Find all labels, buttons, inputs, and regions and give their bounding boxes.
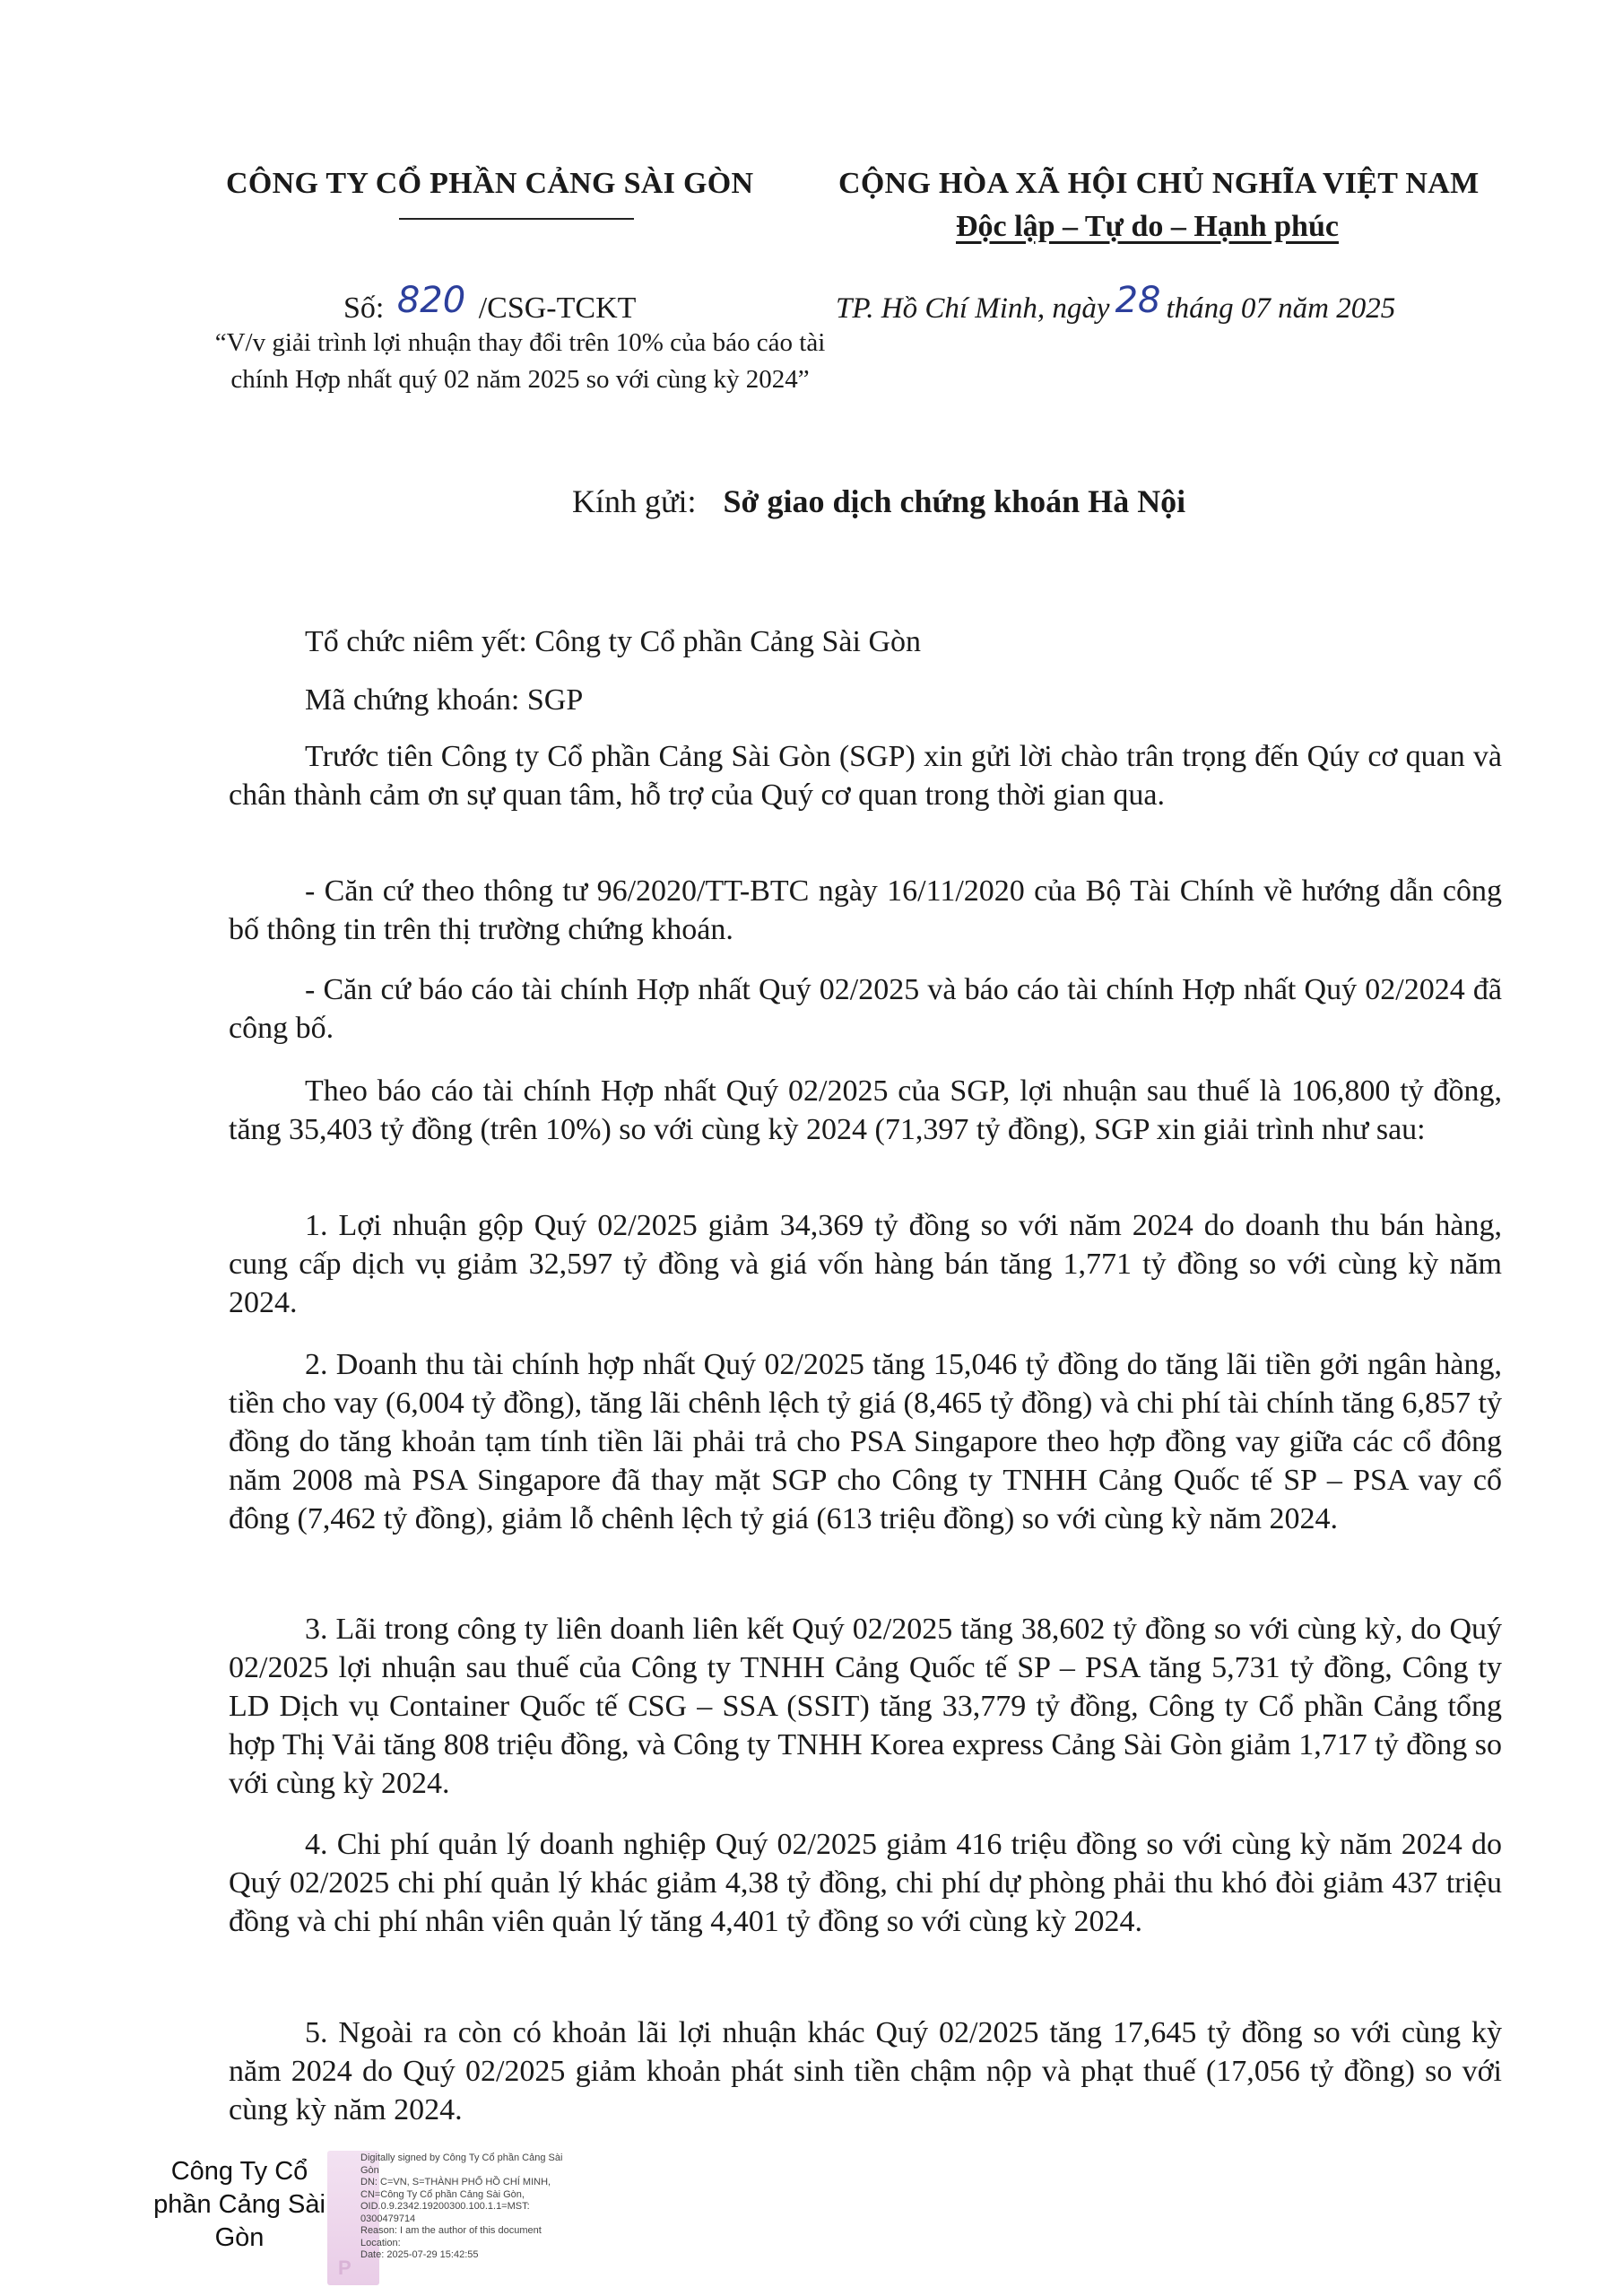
date-prefix: TP. Hồ Chí Minh, ngày xyxy=(836,292,1110,325)
company-name: CÔNG TY CỔ PHẦN CẢNG SÀI GÒN xyxy=(226,167,754,200)
signer-name-line: phần Cảng Sài xyxy=(153,2190,325,2219)
item-1-paragraph: 1. Lợi nhuận gộp Quý 02/2025 giảm 34,369 tỷ đồng so với năm 2024 do doanh thu bán hàng, cung cấp dịch vụ giảm 32,597 tỷ đồng và giá vốn hàng bán tăng 1,771 tỷ đồng so với cùng kỳ năm 2024. xyxy=(229,1209,1502,1319)
item-3-paragraph: 3. Lãi trong công ty liên doanh liên kết Quý 02/2025 tăng 38,602 tỷ đồng so với cùng kỳ, do Quý 02/2025 lợi nhuận sau thuế của Công ty TNHH Cảng Quốc tế SP – PSA tăng 5,731 tỷ đồng, Công ty LD Dịch vụ Container Quốc tế CSG – SSA (SSIT) tăng 33,779 tỷ đồng, Công ty Cổ phần Cảng tổng hợp Thị Vải tăng 808 triệu đồng, và Công ty TNHH Korea express Cảng Sài Gòn giảm 1,717 tỷ đồng so với cùng kỳ 2024. xyxy=(229,1613,1502,1800)
intro-paragraph: Theo báo cáo tài chính Hợp nhất Quý 02/2025 của SGP, lợi nhuận sau thuế là 106,800 tỷ đồng, tăng 35,403 tỷ đồng (trên 10%) so với cùng kỳ 2024 (71,397 tỷ đồng), SGP xin giải trình như sau: xyxy=(229,1074,1502,1146)
signature-info-line: 0300479714 xyxy=(360,2213,416,2224)
recipient-label: Kính gửi: xyxy=(572,483,697,519)
signer-name-line: Gòn xyxy=(214,2223,265,2252)
item-5-paragraph: 5. Ngoài ra còn có khoản lãi lợi nhuận khác Quý 02/2025 tăng 17,645 tỷ đồng so với cùng kỳ năm 2024 do Quý 02/2025 giảm khoản phát sinh tiền chậm nộp và phạt thuế (17,056 tỷ đồng) so với cùng kỳ năm 2024. xyxy=(229,2016,1502,2126)
republic-title: CỘNG HÒA XÃ HỘI CHỦ NGHĨA VIỆT NAM xyxy=(838,167,1480,200)
org-line: Tổ chức niêm yết: Công ty Cổ phần Cảng Sài Gòn xyxy=(305,625,922,658)
recipient-name: Sở giao dịch chứng khoán Hà Nội xyxy=(723,483,1186,519)
signer-name-line: Công Ty Cổ xyxy=(170,2157,308,2186)
signature-info-line: Location: xyxy=(360,2237,401,2248)
code-line: Mã chứng khoán: SGP xyxy=(305,683,584,717)
signer-name xyxy=(136,2155,343,2255)
document-number xyxy=(343,280,637,326)
signature-info-line: CN=Công Ty Cổ phần Cảng Sài Gòn, xyxy=(360,2188,525,2200)
signature-info-line: Date: 2025-07-29 15:42:55 xyxy=(360,2249,479,2260)
national-motto: Độc lập – Tự do – Hạnh phúc xyxy=(956,210,1339,243)
recipient-line xyxy=(572,483,1185,520)
date-suffix: tháng 07 năm 2025 xyxy=(1166,292,1396,325)
item-4-paragraph: 4. Chi phí quản lý doanh nghiệp Quý 02/2025 giảm 416 triệu đồng so với cùng kỳ năm 2024 do Quý 02/2025 chi phí quản lý khác giảm 4,38 tỷ đồng, chi phí dự phòng phải thu khó đòi giảm 437 triệu đồng và chi phí nhân viên quản lý tăng 4,401 tỷ đồng so với cùng kỳ 2024. xyxy=(229,1828,1502,1938)
signature-info-line: Digitally signed by Công Ty Cổ phần Cảng Sài xyxy=(360,2152,563,2163)
doc-no-suffix: /CSG-TCKT xyxy=(478,291,637,325)
item-2-paragraph: 2. Doanh thu tài chính hợp nhất Quý 02/2025 tăng 15,046 tỷ đồng do tăng lãi tiền gởi ngân hàng, tiền cho vay (6,004 tỷ đồng), tăng lãi chênh lệch tỷ giá (8,465 tỷ đồng) và chi phí tài chính tăng 6,857 tỷ đồng do tăng khoản tạm tính tiền lãi phải trả cho PSA Singapore theo hợp đồng vay giữa các cổ đông năm 2008 mà PSA Singapore đã thay mặt SGP cho Công ty TNHH Cảng Quốc tế SP – PSA vay cổ đông (7,462 tỷ đồng), giảm lỗ chênh lệch tỷ giá (613 triệu đồng) so với cùng kỳ năm 2024. xyxy=(229,1348,1502,1535)
doc-no-handwritten: 820 xyxy=(396,280,466,321)
date-day-handwritten: 28 xyxy=(1115,280,1161,321)
basis-paragraph-1: - Căn cứ theo thông tư 96/2020/TT-BTC ngày 16/11/2020 của Bộ Tài Chính về hướng dẫn công bố thông tin trên thị trường chứng khoán. xyxy=(229,874,1502,946)
signature-info-line: DN: C=VN, S=THÀNH PHỐ HỒ CHÍ MINH, xyxy=(360,2177,551,2187)
basis-paragraph-2: - Căn cứ báo cáo tài chính Hợp nhất Quý 02/2025 và báo cáo tài chính Hợp nhất Quý 02/2024 đã công bố. xyxy=(229,973,1502,1045)
signature-info-line: OID.0.9.2342.19200300.100.1.1=MST: xyxy=(360,2201,530,2212)
greeting-paragraph: Trước tiên Công ty Cổ phần Cảng Sài Gòn (SGP) xin gửi lời chào trân trọng đến Qúy cơ quan và chân thành cảm ơn sự quan tâm, hỗ trợ của Quý cơ quan trong thời gian qua. xyxy=(229,740,1502,812)
signature-logo-letter: P xyxy=(338,2257,352,2279)
date-line xyxy=(836,280,1396,326)
signature-info-line: Gòn xyxy=(360,2164,379,2176)
signature-info-line: Reason: I am the author of this document xyxy=(360,2225,542,2236)
digital-signature-info xyxy=(360,2152,585,2262)
doc-no-prefix: Số: xyxy=(343,291,385,325)
company-underline xyxy=(399,218,634,220)
document-subject: “V/v giải trình lợi nhuận thay đổi trên 10% của báo cáo tài chính Hợp nhất quý 02 năm 2025 so với cùng kỳ 2024” xyxy=(214,328,826,394)
